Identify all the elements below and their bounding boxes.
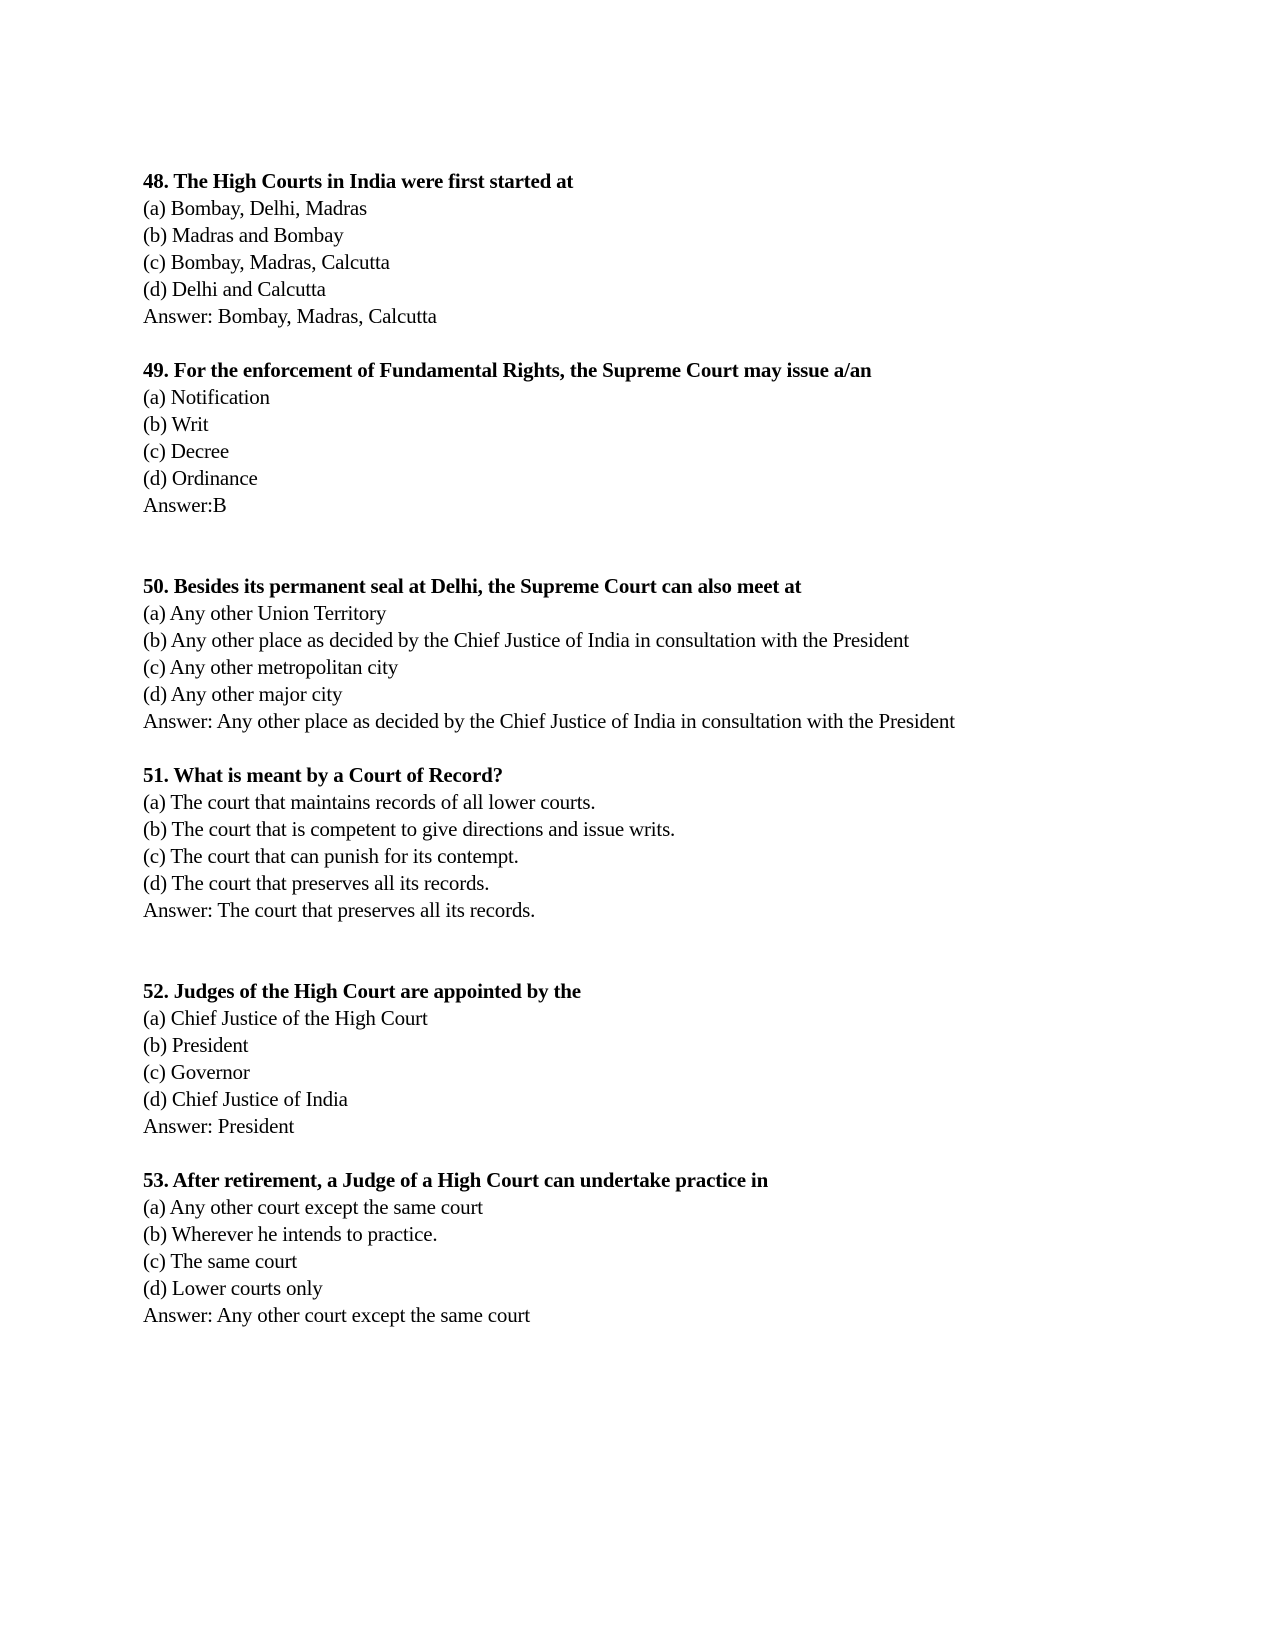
question-heading: 48. The High Courts in India were first started at xyxy=(143,169,574,193)
question-option-c: (c) The same court xyxy=(143,1249,298,1273)
question-option-c: (c) Decree xyxy=(143,439,229,463)
question-block-53 xyxy=(143,1167,1051,1329)
question-option-d: (d) The court that preserves all its records. xyxy=(143,871,490,895)
question-answer: Answer: Any other court except the same court xyxy=(143,1303,530,1327)
question-block-52 xyxy=(143,978,1051,1140)
question-option-d: (d) Ordinance xyxy=(143,466,258,490)
question-answer: Answer: Any other place as decided by the Chief Justice of India in consultation with the President xyxy=(143,709,955,733)
question-option-b: (b) The court that is competent to give directions and issue writs. xyxy=(143,817,676,841)
question-option-b: (b) Writ xyxy=(143,412,209,436)
question-answer: Answer:B xyxy=(143,493,227,517)
question-option-d: (d) Chief Justice of India xyxy=(143,1087,348,1111)
question-answer: Answer: Bombay, Madras, Calcutta xyxy=(143,304,437,328)
question-block-51 xyxy=(143,762,1051,924)
question-block-50 xyxy=(143,573,1051,735)
question-option-a: (a) Any other Union Territory xyxy=(143,601,387,625)
question-option-a: (a) The court that maintains records of all lower courts. xyxy=(143,790,596,814)
question-heading: 52. Judges of the High Court are appointed by the xyxy=(143,979,581,1003)
question-option-b: (b) Any other place as decided by the Chief Justice of India in consultation with the President xyxy=(143,628,909,652)
question-heading: 51. What is meant by a Court of Record? xyxy=(143,763,503,787)
question-option-b: (b) President xyxy=(143,1033,249,1057)
question-option-a: (a) Chief Justice of the High Court xyxy=(143,1006,428,1030)
question-option-c: (c) The court that can punish for its contempt. xyxy=(143,844,519,868)
question-option-d: (d) Lower courts only xyxy=(143,1276,323,1300)
question-block-48 xyxy=(143,168,1051,330)
question-option-b: (b) Madras and Bombay xyxy=(143,223,344,247)
question-option-c: (c) Any other metropolitan city xyxy=(143,655,399,679)
question-option-c: (c) Bombay, Madras, Calcutta xyxy=(143,250,390,274)
question-option-a: (a) Any other court except the same court xyxy=(143,1195,483,1219)
question-option-b: (b) Wherever he intends to practice. xyxy=(143,1222,438,1246)
question-answer: Answer: The court that preserves all its records. xyxy=(143,898,536,922)
question-answer: Answer: President xyxy=(143,1114,295,1138)
question-option-c: (c) Governor xyxy=(143,1060,250,1084)
question-option-a: (a) Notification xyxy=(143,385,270,409)
question-option-a: (a) Bombay, Delhi, Madras xyxy=(143,196,367,220)
question-heading: 49. For the enforcement of Fundamental Rights, the Supreme Court may issue a/an xyxy=(143,358,872,382)
question-option-d: (d) Delhi and Calcutta xyxy=(143,277,326,301)
question-option-d: (d) Any other major city xyxy=(143,682,343,706)
question-block-49 xyxy=(143,357,1051,519)
question-heading: 53. After retirement, a Judge of a High Court can undertake practice in xyxy=(143,1168,769,1192)
question-heading: 50. Besides its permanent seal at Delhi, the Supreme Court can also meet at xyxy=(143,574,802,598)
